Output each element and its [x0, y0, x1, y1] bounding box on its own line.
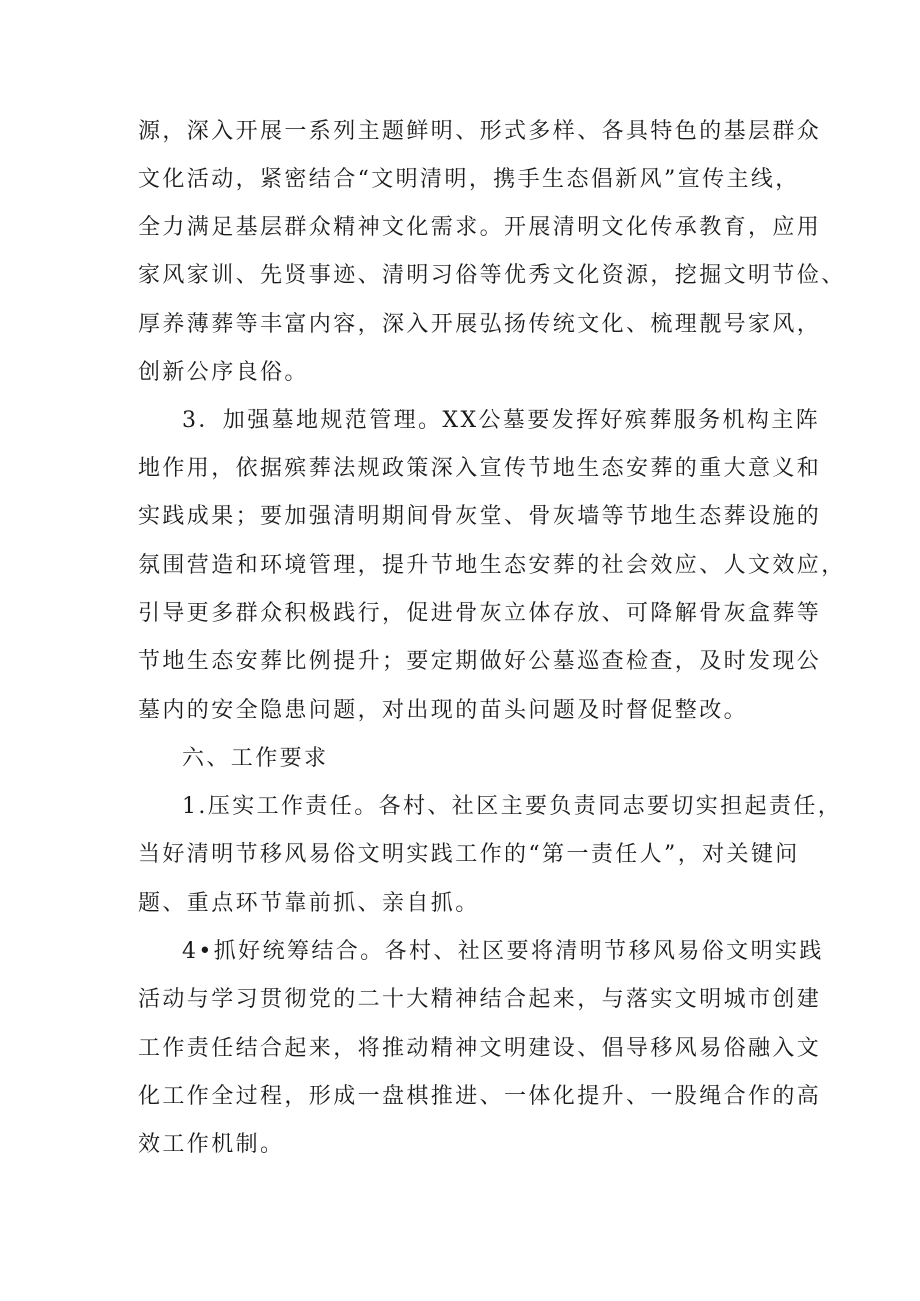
section-heading: 六、工作要求 — [182, 746, 329, 771]
paragraph-line: 家风家训、先贤事迹、清明习俗等优秀文化资源，挖掘文明节俭、 — [138, 263, 846, 288]
paragraph-line: 氛围营造和环境管理，提升节地生态安葬的社会效应、人文效应， — [138, 553, 846, 578]
section-heading: 1.压实工作责任。各村、社区主要负责同志要切实担起责任， — [182, 794, 843, 819]
paragraph-line: 创新公序良俗。 — [138, 360, 309, 385]
section-heading: 3．加强墓地规范管理。XX公墓要发挥好殡葬服务机构主阵 — [182, 408, 821, 433]
paragraph-line: 实践成果；要加强清明期间骨灰堂、骨灰墙等节地生态葬设施的 — [138, 504, 822, 529]
section-heading: 4•抓好统筹结合。各村、社区要将清明节移风易俗文明实践 — [182, 939, 824, 964]
paragraph-line: 当好清明节移风易俗文明实践工作的“第一责任人”，对关键问 — [138, 842, 800, 867]
paragraph-line: 工作责任结合起来，将推动精神文明建设、倡导移风易俗融入文 — [138, 1036, 822, 1061]
paragraph-line: 引导更多群众积极践行，促进骨灰立体存放、可降解骨灰盒葬等 — [138, 601, 822, 626]
paragraph-line: 题、重点环节靠前抓、亲自抓。 — [138, 891, 480, 916]
paragraph-line: 化工作全过程，形成一盘棋推进、一体化提升、一股绳合作的高 — [138, 1084, 822, 1109]
paragraph-line: 活动与学习贯彻党的二十大精神结合起来，与落实文明城市创建 — [138, 987, 822, 1012]
paragraph-line: 全力满足基层群众精神文化需求。开展清明文化传承教育，应用 — [138, 215, 822, 240]
paragraph-line: 文化活动，紧密结合“文明清明，携手生态倡新风”宣传主线， — [138, 167, 800, 192]
paragraph-line: 厚养薄葬等丰富内容，深入开展弘扬传统文化、梳理靓号家风， — [138, 312, 822, 337]
paragraph-line: 效工作机制。 — [138, 1132, 285, 1157]
paragraph-line: 节地生态安葬比例提升；要定期做好公墓巡查检查，及时发现公 — [138, 649, 822, 674]
paragraph-line: 源，深入开展一系列主题鲜明、形式多样、各具特色的基层群众 — [138, 119, 822, 144]
paragraph-line: 墓内的安全隐患问题，对出现的苗头问题及时督促整改。 — [138, 698, 749, 723]
paragraph-line: 地作用，依据殡葬法规政策深入宣传节地生态安葬的重大意义和 — [138, 456, 822, 481]
